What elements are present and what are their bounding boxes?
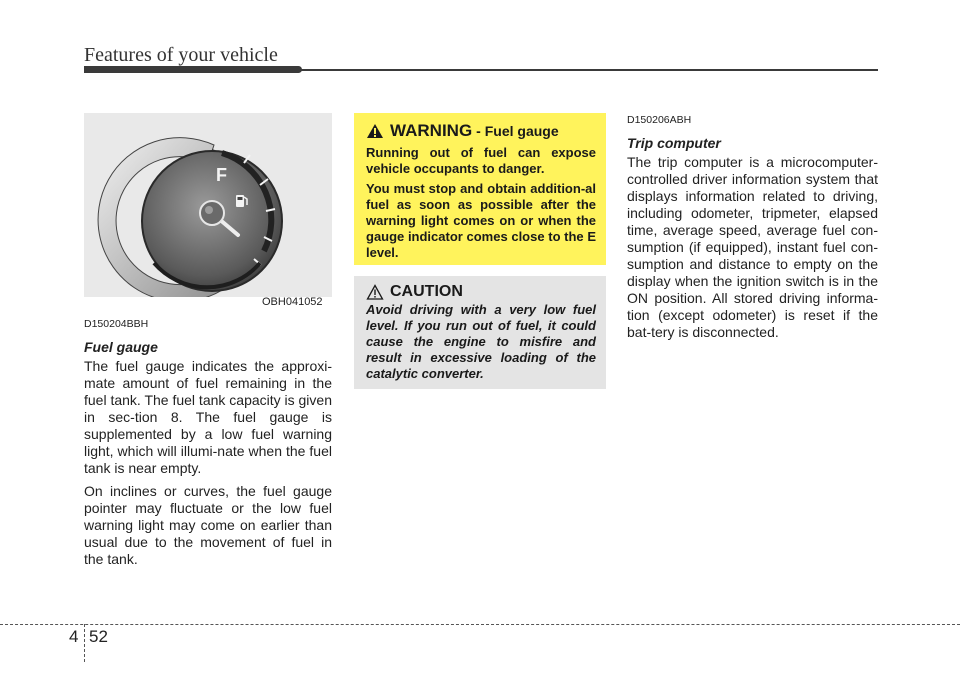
section-code: D150206ABH — [627, 114, 692, 126]
warning-label: WARNING — [390, 121, 473, 140]
gauge-full-letter: F — [216, 165, 227, 185]
caution-text: Avoid driving with a very low fuel level. If you run out of fuel, it could cause the engine to misfire and result in excessive loading of the catalytic converter. — [366, 302, 596, 381]
warning-subject: - Fuel gauge — [476, 123, 559, 139]
section-code: D150204BBH — [84, 318, 149, 330]
warning-box — [354, 113, 606, 265]
fuel-gauge-section — [84, 316, 332, 574]
section-heading: Trip computer — [627, 135, 721, 151]
header-bar — [84, 66, 302, 73]
page-number: 52 — [89, 627, 108, 646]
trip-computer-section — [627, 112, 878, 347]
page-section-title: Features of your vehicle — [84, 44, 278, 66]
paragraph: The fuel gauge indicates the approxi-mate amount of fuel remaining in the fuel tank. The fuel tank capacity is given in sec-tion 8. The fuel gauge is supplemented by a low fuel warning light, which will illumi-nate when the fuel tank is near empty. — [84, 358, 332, 476]
paragraph: The trip computer is a microcomputer-controlled driver information system that displays information related to driving, including odometer, tripmeter, elapsed time, average speed, average fuel con-sumption (if equipped), instant fuel con-sumption and distance to empty on the display when the ignition switch is in the ON position. All stored driving informa-tion (except odometer) is reset if the bat-tery is disconnected. — [627, 154, 878, 340]
fuel-gauge-illustration — [84, 113, 332, 297]
warning-text: You must stop and obtain addition-al fuel as soon as possible after the warning light comes on or when the gauge indicator comes close to the E level. — [366, 181, 596, 260]
warning-header — [366, 123, 596, 139]
caution-label: CAUTION — [390, 283, 463, 300]
footer-rule — [0, 624, 960, 625]
header-rule — [300, 69, 878, 71]
figure-code: OBH041052 — [262, 296, 323, 308]
section-heading: Fuel gauge — [84, 339, 158, 355]
caution-header — [366, 284, 596, 300]
chapter-number: 4 — [69, 627, 79, 646]
warning-text: Running out of fuel can expose vehicle occupants to danger. — [366, 145, 596, 176]
caution-triangle-icon — [366, 284, 384, 300]
caution-box — [354, 276, 606, 389]
paragraph: On inclines or curves, the fuel gauge pointer may fluctuate or the low fuel warning light may come on earlier than usual due to the movement of fuel in the tank. — [84, 483, 332, 567]
warning-triangle-icon — [366, 123, 384, 139]
fuel-gauge-icon — [84, 113, 332, 297]
footer-divider — [84, 624, 85, 662]
